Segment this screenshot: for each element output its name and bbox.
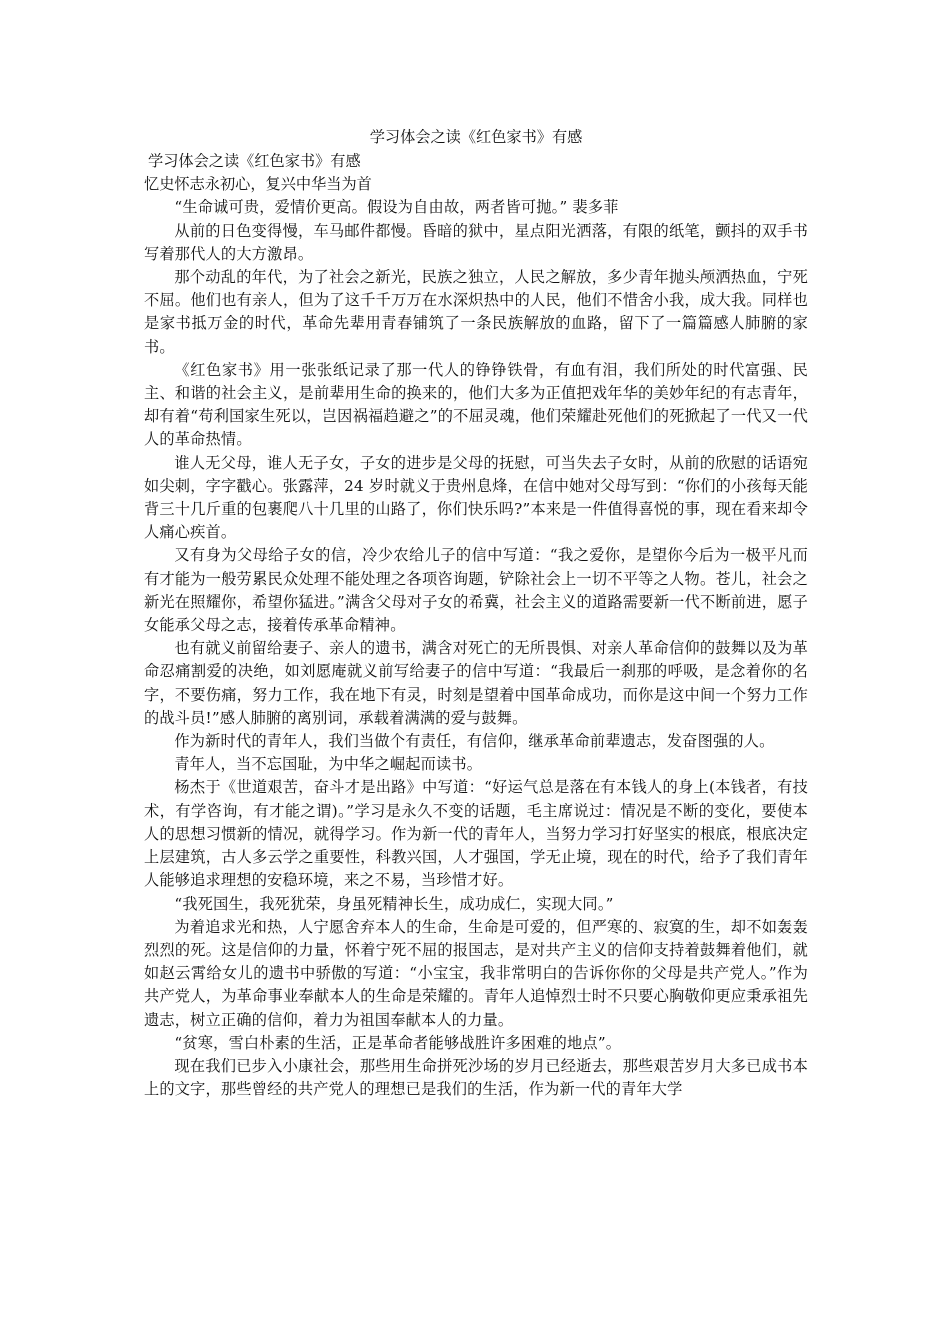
paragraph: 从前的日色变得慢，车马邮件都慢。昏暗的狱中，星点阳光洒落，有限的纸笔，颤抖的双手书写着那代人的大方激昂。: [144, 221, 808, 263]
paragraph: 又有身为父母给子女的信，冷少农给儿子的信中写道：“我之爱你，是望你今后为一极平凡而有才能为一般劳累民众处理不能处理之各项咨询题，铲除社会上一切不平等之人物。苍儿，社会之新光在照耀你，希望你猛进。”满含父母对子女的希冀，社会主义的道路需要新一代不断前进，愿子女能承父母之志，接着传承革命精神。: [144, 546, 808, 635]
paragraph: 杨杰于《世道艰苦，奋斗才是出路》中写道：“好运气总是落在有本钱人的身上(本钱者，有技术，有学咨询，有才能之谓)。”学习是永久不变的话题，毛主席说过：情况是不断的变化，要使本人的思想习惯新的情况，就得学习。作为新一代的青年人，当努力学习打好坚实的根底，根底决定上层建筑，古人多云学之重要性，科教兴国，人才强国，学无止境，现在的时代，给予了我们青年人能够追求理想的安稳环境，来之不易，当珍惜才好。: [144, 778, 808, 890]
paragraph: 现在我们已步入小康社会，那些用生命拼死沙场的岁月已经逝去，那些艰苦岁月大多已成书本上的文字，那些曾经的共产党人的理想已是我们的生活，作为新一代的青年大学: [144, 1056, 808, 1099]
document-body: [144, 196, 808, 1101]
paragraph: 那个动乱的年代，为了社会之新光，民族之独立，人民之解放，多少青年抛头颅洒热血，宁死不屈。他们也有亲人，但为了这千千万万在水深炽热中的人民，他们不惜舍小我，成大我。同样也是家书抵万金的时代，革命先辈用青春铺筑了一条民族解放的血路，留下了一篇篇感人肺腑的家书。: [144, 268, 808, 356]
document-title: 学习体会之读《红色家书》有感: [369, 128, 583, 146]
paragraph: 也有就义前留给妻子、亲人的遗书，满含对死亡的无所畏惧、对亲人革命信仰的鼓舞以及为革命忍痛割爱的决绝，如刘愿庵就义前写给妻子的信中写道：“我最后一刹那的呼吸，是念着你的名字，不要伤痛，努力工作，我在地下有灵，时刻是望着中国革命成功，而你是这中间一个努力工作的战斗员!”感人肺腑的离别词，承载着满满的爱与鼓舞。: [144, 639, 808, 727]
paragraph: “我死国生，我死犹荣，身虽死精神长生，成功成仁，实现大同。”: [174, 894, 614, 913]
paragraph: 为着追求光和热，人宁愿舍弃本人的生命，生命是可爱的，但严寒的、寂寞的生，却不如轰轰烈烈的死。这是信仰的力量，怀着宁死不屈的报国志，是对共产主义的信仰支持着鼓舞着他们，就如赵云霄给女儿的遗书中骄傲的写道：“小宝宝，我非常明白的告诉你你的父母是共产党人。”作为共产党人，为革命事业奉献本人的生命是荣耀的。青年人追悼烈士时不只要心胸敬仰更应秉承祖先遗志，树立正确的信仰，着力为祖国奉献本人的力量。: [144, 917, 808, 1029]
paragraph: 《红色家书》用一张张纸记录了那一代人的铮铮铁骨，有血有泪，我们所处的时代富强、民主、和谐的社会主义，是前辈用生命的换来的，他们大多为正值把戏年华的美妙年纪的有志青年，却有着“苟利国家生死以，岂因祸福趋避之”的不屈灵魂，他们荣耀赴死他们的死掀起了一代又一代人的革命热情。: [144, 360, 808, 449]
paragraph: “生命诚可贵，爱情价更高。假设为自由故，两者皆可抛。” 裴多菲: [174, 198, 619, 217]
document-page: [144, 124, 808, 1101]
paragraph: 青年人，当不忘国耻，为中华之崛起而读书。: [174, 755, 483, 774]
paragraph: 作为新时代的青年人，我们当做个有责任，有信仰，继承革命前辈遗志，发奋图强的人。: [174, 732, 775, 751]
document-motto: 忆史怀志永初心，复兴中华当为首: [144, 175, 372, 194]
paragraph: “贫寒，雪白朴素的生活，正是革命者能够战胜许多困难的地点”。: [174, 1033, 622, 1052]
document-subtitle: 学习体会之读《红色家书》有感: [148, 152, 361, 170]
paragraph: 谁人无父母，谁人无子女，子女的进步是父母的抚慰，可当失去子女时，从前的欣慰的话语宛如尖刺，字字戳心。张露萍，24 岁时就义于贵州息烽，在信中她对父母写到：“你们的小孩每天能背三十几斤重的包裹爬八十几里的山路了，你们快乐吗?”本来是一件值得喜悦的事，现在看来却令人痛心疾首。: [144, 453, 808, 542]
